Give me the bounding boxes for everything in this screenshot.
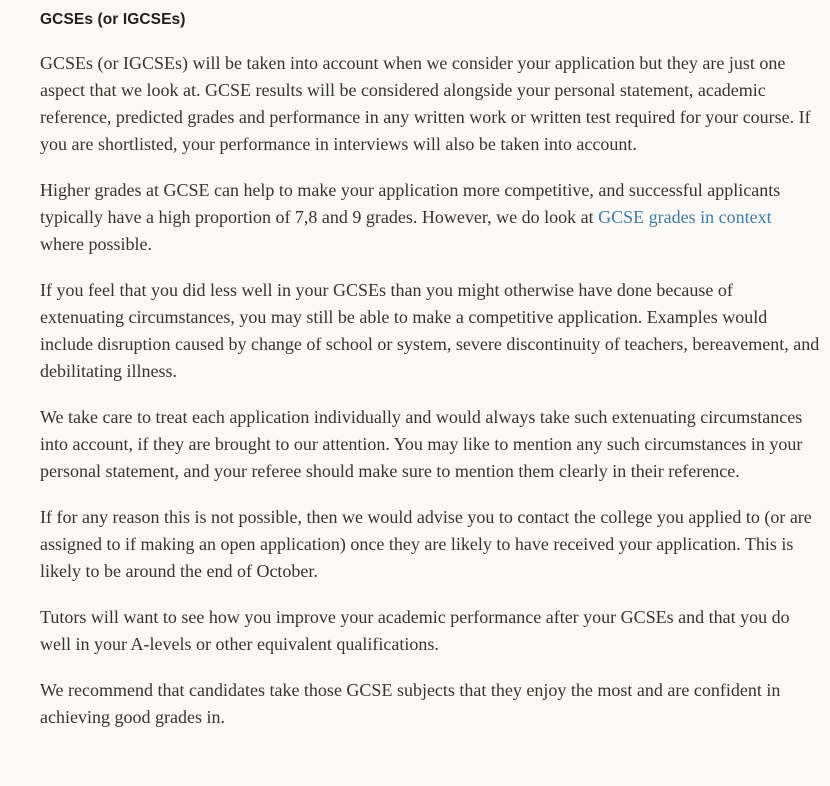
paragraph-higher-grades [40,177,820,258]
paragraph-tutors-improvement: Tutors will want to see how you improve your academic performance after your GCSEs and that you do well in your A-levels or other equivalent qualifications. [40,607,790,654]
section-heading: GCSEs (or IGCSEs) [40,11,186,28]
article-body [40,9,820,731]
paragraph-contact-college: If for any reason this is not possible, then we would advise you to contact the college you applied to (or are assigned to if making an open application) once they are likely to have received your application. This is likely to be around the end of October. [40,507,812,581]
paragraph-subject-recommendation: We recommend that candidates take those GCSE subjects that they enjoy the most and are confident in achieving good grades in. [40,680,781,727]
paragraph-higher-grades-text-after: where possible. [40,234,152,254]
paragraph-gcse-consideration: GCSEs (or IGCSEs) will be taken into account when we consider your application but they are just one aspect that we look at. GCSE results will be considered alongside your personal statement, academic reference, predicted grades and performance in any written work or written test required for your course. If you are shortlisted, your performance in interviews will also be taken into account. [40,53,811,154]
paragraph-extenuating-circumstances: If you feel that you did less well in your GCSEs than you might otherwise have done because of extenuating circumstances, you may still be able to make a competitive application. Examples would include disruption caused by change of school or system, severe discontinuity of teachers, bereavement, and debilitating illness. [40,280,820,381]
paragraph-individual-treatment: We take care to treat each application individually and would always take such extenuating circumstances into account, if they are brought to our attention. You may like to mention any such circumstances in your personal statement, and your referee should make sure to mention them clearly in their reference. [40,407,803,481]
gcse-grades-in-context-link[interactable]: GCSE grades in context [598,207,772,227]
paragraph-higher-grades-text-before: Higher grades at GCSE can help to make your application more competitive, and successful applicants typically have a high proportion of 7,8 and 9 grades. However, we do look at [40,180,781,227]
